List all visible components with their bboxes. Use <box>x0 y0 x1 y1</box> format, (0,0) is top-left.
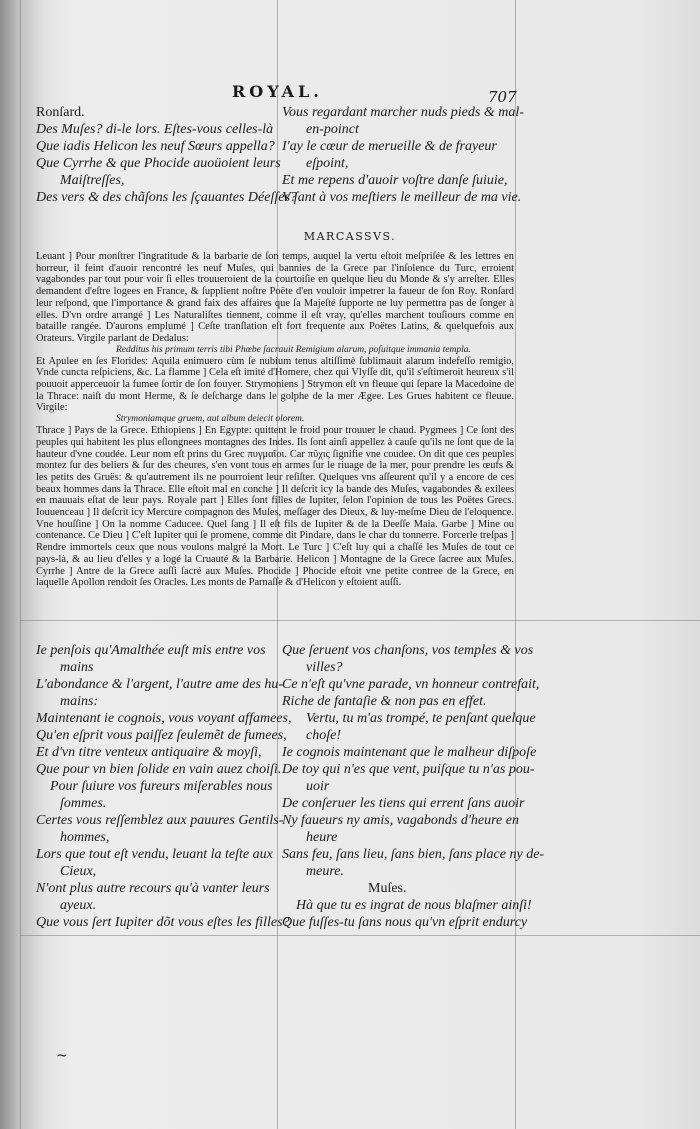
commentary-paragraph: Thrace ] Pays de la Grece. Ethiopiens ] En Egypte: quittent le froid pour trouuer le chaud. Pygmees ] Ce ſont des peuples qui habitent les plus eſlongnees montagnes des Indes. Ils ſont ainſi appellez à cauſe qu'ils ne ſont que de la hauteur d'vne coudée. Leur nom eſt prins du Grec πυγμαῖοι. Car πῦχις ſignifie vne coudee. On dit que ces peuples montez ſur des beliers & ſur des cheures, s'en vont tous en armes ſur le riuage de la mer, pour prendre les œufs & les petits des Gruës: & qu'autrement ils ne pourroient leur reſiſter. Quelques vns aſſeurent qu'il y a encore de ces beaux hommes dans la Thrace. Elle eſtoit mal en conche ] Il deſcrit icy la bande des Muſes, vagabondes & exilees en mauuais eſtat de leur pays. Royale part ] Elles ſont filles de Iupiter, ſelon l'opinion de tous les Poëtes Grecs. Iouuenceau ] Il deſcrit icy Mercure compagnon des Muſes, meſſager des Dieux, & luy-meſme Dieu de l'eloquence. Vne houſſine ] On la nomme Caducee. Quel ſang ] Il eſt fils de Iupiter & de la Deeſſe Maia. Garbe ] Mine ou contenance. Ce Dieu ] C'eſt Iupiter qui ſe promene, comme dit Pindare, dans le char du tonnerre. Forcerle treſpas ] Rendre immortels ceux que nous voulons malgré la Mort. Le Turc ] C'eſt luy qui a chaſſé les Muſes de tout ce pays-là, & au lieu d'elles y a logé la Cruauté & la Barbarie. Helicon ] Montagne de la Grece ſacree aux Muſes. Cyrrhe ] Antre de la Grece auſſi ſacré aux Muſes. Phocide ] Phocide eſtoit vne petite contree de la Grece, en laquelle Apollon rendoit ſes Oracles. Les monts de Parnaſſe & d'Helicon y eſtoient auſſi. <box>36 425 514 589</box>
latin-quotation: Redditus his primum terris tibi Phœbe ſacrauit Remigium alarum, poſuitque immania templa. <box>116 344 471 355</box>
top-left-poem <box>36 104 297 206</box>
verse-line: heure <box>306 830 338 845</box>
running-header: ROYAL. <box>232 82 323 101</box>
page-number: 707 <box>488 88 517 106</box>
verse-line: Ny faueurs ny amis, vagabonds d'heure en <box>282 813 519 828</box>
verse-line: Des Muſes? di-le lors. Eſtes-vous celles-là <box>36 122 274 137</box>
verse-line: Ce n'eſt qu'vne parade, vn honneur contrefait, <box>282 677 540 692</box>
verse-line: Hà que tu es ingrat de nous blaſmer ainſi! <box>296 898 532 913</box>
speaker-name: Muſes. <box>368 881 407 896</box>
verse-line: ſommes. <box>60 796 107 811</box>
verse-line: De toy qui n'es que vent, puiſque tu n'as pou- <box>282 762 535 777</box>
bottom-right-poem <box>282 642 544 931</box>
commentary-text <box>36 251 514 589</box>
verse-line: L'abondance & l'argent, l'autre ame des hu- <box>36 677 284 692</box>
verse-line: Cieux, <box>60 864 97 879</box>
verse-line: ayeux. <box>60 898 97 913</box>
verse-line: mains: <box>60 694 99 709</box>
verse-line: uoir <box>306 779 330 794</box>
section-title: MARCASSVS. <box>303 230 397 243</box>
verse-line: Certes vous reſſemblez aux pauures Gentils- <box>36 813 284 828</box>
verse-line: Maintenant ie cognois, vous voyant affamees, <box>36 711 292 726</box>
verse-line: Sans feu, ſans lieu, ſans bien, ſans place ny de- <box>282 847 545 862</box>
verse-line: choſe! <box>306 728 341 743</box>
horizontal-rule-line <box>20 935 700 936</box>
verse-line: Maiſtreſſes, <box>60 173 125 188</box>
verse-line: mains <box>60 660 94 675</box>
verse-line: Et d'vn titre venteux antiquaire & moyſi, <box>36 745 262 760</box>
verse-line: De conſeruer les tiens qui errent ſans auoir <box>282 796 525 811</box>
verse-line: N'ont plus autre recours qu'à vanter leurs <box>36 881 270 896</box>
speaker-name: Ronſard. <box>36 105 85 120</box>
verse-line: Que pour vn bien ſolide en vain auez choiſi. <box>36 762 282 777</box>
verse-line: Des vers & des chãſons les ſçauantes Déeſſes? <box>36 190 297 205</box>
verse-line: Que iadis Helicon les neuf Sœurs appella? <box>36 139 275 154</box>
verse-line: Que Cyrrhe & que Phocide auoüoient leurs <box>36 156 281 171</box>
verse-line: en-poinct <box>306 122 359 137</box>
top-right-poem <box>282 104 524 206</box>
verse-line: I'ay le cœur de merueille & de frayeur <box>282 139 497 154</box>
horizontal-rule-line <box>20 620 700 621</box>
verse-line: Pour ſuiure vos fureurs miſerables nous <box>50 779 273 794</box>
bottom-left-poem <box>36 642 291 931</box>
verse-line: Et me repens d'auoir voſtre danſe ſuiuie, <box>282 173 508 188</box>
verse-line: Qu'en eſprit vous paiſſez ſeulemẽt de fumees, <box>36 728 287 743</box>
commentary-paragraph: Et Apulee en ſes Florides: Aquila enimuero cùm ſe nubium tenus altiſſimè ſublimauit alarum indefeſſo remigio, Vnde cuncta reſpiciens, &c. La flamme ] Cela eſt imité d'Homere, chez qui Vlyſſe dit, qu'il s'eſtimeroit heureux s'il pouuoit apperceuoir la fumee ſortir de ſon fouyer. Strymoniens ] Strymon eſt vn fleuue qui ſepare la Macedoine de la Thrace: naiſt du mont Herme, & ſe deſcharge dans le golphe de la mer Ægee. Les Grues habitent ce fleuue. Virgile: <box>36 355 514 414</box>
verse-line: Vertu, tu m'as trompé, te penſant quelque <box>306 711 536 726</box>
page-edge-line <box>20 0 21 1129</box>
commentary-paragraph: Leuant ] Pour monſtrer l'ingratitude & la barbarie de ſon temps, auquel la vertu eſtoit meſpriſée & les lettres en horreur, il feint d'auoir rencontré les neuf Muſes, qui bannies de la Grece par l'inſolence du Turc, erroient vagabondes par tout pour voir ſi elles trouueroient de la courtoiſie en quelque lieu du Monde & s'y arreſter. Elles demandent d'eſtre logees en France, & ſupplient noſtre Poëte d'en vouloir impetrer la faueur de ſon Roy. Ronſard leur reſpond, que l'importance & grand faix des affaires que ſa Majeſté ſupporte ne luy permettra pas de ſonger à elles. D'vn ordre arrangé ] Les Naturaliſtes tiennent, comme il eſt vray, qu'elles marchent touſiours comme en bataille rangée. D'aurons emplumé ] Ceſte tranſlation eſt fort frequente aux Poëtes Latins, & quelquefois aux Orateurs. Virgile parlant de Dedalus: <box>36 251 514 344</box>
verse-line: Lors que tout eſt vendu, leuant la teſte aux <box>36 847 273 862</box>
verse-line: Que ſeruent vos chanſons, vos temples & vos <box>282 643 534 658</box>
verse-line: Que vous ſert Iupiter dõt vous eſtes les filles? <box>36 915 290 930</box>
verse-line: Que fuſſes-tu ſans nous qu'vn eſprit endurcy <box>282 915 528 930</box>
verse-line: villes? <box>306 660 343 675</box>
verse-line: V ſant à vos meſtiers le meilleur de ma vie. <box>282 190 522 205</box>
verse-line: meure. <box>306 864 344 879</box>
latin-quotation: Strymoniamque gruem, aut album deiecit olorem. <box>116 414 305 425</box>
margin-mark: ~ <box>56 1048 68 1064</box>
verse-line: Ie penſois qu'Amalthée euſt mis entre vos <box>36 643 266 658</box>
verse-line: hommes, <box>60 830 110 845</box>
verse-line: Ie cognois maintenant que le malheur diſpoſe <box>282 745 537 760</box>
verse-line: Riche de fantaſie & non pas en effet. <box>282 694 487 709</box>
verse-line: Vous regardant marcher nuds pieds & mal- <box>282 105 524 120</box>
verse-line: eſpoint, <box>306 156 349 171</box>
